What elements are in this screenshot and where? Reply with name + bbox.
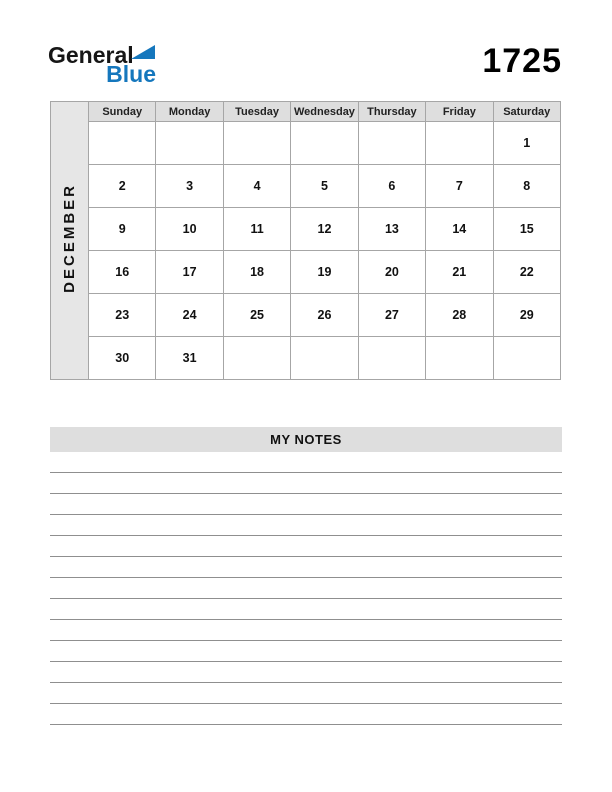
note-line <box>50 599 562 620</box>
calendar-table <box>50 101 561 380</box>
weekday-header-saturday: Saturday <box>493 102 560 122</box>
calendar-day-cell: 1 <box>493 122 560 165</box>
calendar-day-cell: 3 <box>156 165 223 208</box>
calendar-empty-cell <box>89 122 156 165</box>
calendar-day-cell: 21 <box>426 251 493 294</box>
calendar-empty-cell <box>426 337 493 380</box>
calendar-day-cell: 29 <box>493 294 560 337</box>
calendar-day-cell: 13 <box>358 208 425 251</box>
calendar-day-cell: 28 <box>426 294 493 337</box>
calendar-day-cell: 2 <box>89 165 156 208</box>
weekday-header-friday: Friday <box>426 102 493 122</box>
calendar-day-cell: 5 <box>291 165 358 208</box>
calendar-empty-cell <box>291 122 358 165</box>
calendar-day-cell: 26 <box>291 294 358 337</box>
weekday-header-sunday: Sunday <box>89 102 156 122</box>
weekday-header-thursday: Thursday <box>358 102 425 122</box>
calendar-day-cell: 6 <box>358 165 425 208</box>
note-line <box>50 578 562 599</box>
note-line <box>50 683 562 704</box>
calendar-day-cell: 23 <box>89 294 156 337</box>
month-label: DECEMBER <box>61 183 78 293</box>
calendar-day-cell: 31 <box>156 337 223 380</box>
calendar-week-row <box>51 165 561 208</box>
note-line <box>50 704 562 725</box>
calendar-empty-cell <box>223 337 290 380</box>
calendar-day-cell: 24 <box>156 294 223 337</box>
note-line <box>50 536 562 557</box>
calendar-day-cell: 16 <box>89 251 156 294</box>
calendar-empty-cell <box>291 337 358 380</box>
calendar-day-cell: 15 <box>493 208 560 251</box>
calendar-empty-cell <box>358 122 425 165</box>
month-label-cell <box>51 102 89 380</box>
calendar-week-row <box>51 337 561 380</box>
calendar-week-row <box>51 208 561 251</box>
calendar-header-row <box>51 102 561 122</box>
calendar-empty-cell <box>358 337 425 380</box>
calendar-day-cell: 18 <box>223 251 290 294</box>
calendar-empty-cell <box>493 337 560 380</box>
calendar-day-cell: 9 <box>89 208 156 251</box>
calendar-day-cell: 20 <box>358 251 425 294</box>
note-line <box>50 641 562 662</box>
calendar-day-cell: 19 <box>291 251 358 294</box>
calendar-day-cell: 4 <box>223 165 290 208</box>
note-line <box>50 494 562 515</box>
calendar-day-cell: 14 <box>426 208 493 251</box>
calendar-empty-cell <box>156 122 223 165</box>
calendar-empty-cell <box>426 122 493 165</box>
weekday-header-tuesday: Tuesday <box>223 102 290 122</box>
calendar-day-cell: 8 <box>493 165 560 208</box>
weekday-header-monday: Monday <box>156 102 223 122</box>
calendar-empty-cell <box>223 122 290 165</box>
note-line <box>50 452 562 473</box>
calendar-day-cell: 27 <box>358 294 425 337</box>
calendar-day-cell: 30 <box>89 337 156 380</box>
calendar-day-cell: 10 <box>156 208 223 251</box>
note-line <box>50 620 562 641</box>
calendar-week-row <box>51 294 561 337</box>
year-heading: 1725 <box>482 42 562 80</box>
calendar-day-cell: 17 <box>156 251 223 294</box>
calendar-day-cell: 22 <box>493 251 560 294</box>
general-blue-logo <box>48 42 156 86</box>
notes-title-bar <box>50 427 562 452</box>
note-line <box>50 557 562 578</box>
logo-word-general: General <box>48 42 134 68</box>
logo-flag-icon <box>131 45 155 59</box>
calendar-week-row <box>51 122 561 165</box>
note-line <box>50 662 562 683</box>
calendar-body <box>51 102 561 380</box>
note-line <box>50 515 562 536</box>
note-line <box>50 473 562 494</box>
calendar-day-cell: 7 <box>426 165 493 208</box>
logo-word-blue: Blue <box>106 61 156 87</box>
calendar-day-cell: 12 <box>291 208 358 251</box>
notes-title: MY NOTES <box>270 432 342 447</box>
calendar-day-cell: 25 <box>223 294 290 337</box>
weekday-header-wednesday: Wednesday <box>291 102 358 122</box>
calendar-week-row <box>51 251 561 294</box>
calendar-day-cell: 11 <box>223 208 290 251</box>
notes-lines <box>50 452 562 725</box>
